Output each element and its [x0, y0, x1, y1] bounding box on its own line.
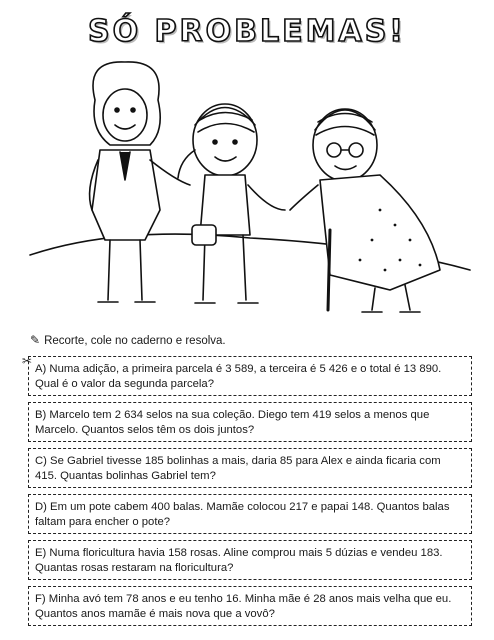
problem-e: [28, 540, 472, 580]
girl-figure: [178, 104, 285, 303]
problem-b: [28, 402, 472, 442]
problem-text: D) Em um pote cabem 400 balas. Mamãe colocou 217 e papai 148. Quantos balas faltam para encher o pote?: [35, 501, 450, 528]
problem-text: B) Marcelo tem 2 634 selos na sua coleção. Diego tem 419 selos a menos que Marcelo. Quantos selos têm os dois juntos?: [35, 409, 430, 436]
pencil-icon: ✎: [30, 333, 41, 347]
scissors-icon: ✂: [22, 354, 33, 368]
problem-d: [28, 494, 472, 534]
mother-figure: [90, 62, 190, 302]
grandmother-figure: [290, 109, 440, 312]
problem-a: [28, 356, 472, 396]
problem-text: F) Minha avó tem 78 anos e eu tenho 16. Minha mãe é 28 anos mais velha que eu. Quantos anos mamãe é mais nova que a vovô?: [35, 593, 452, 620]
problem-f: [28, 586, 472, 626]
problem-c: [28, 448, 472, 488]
instruction: [30, 333, 226, 347]
page-title: [0, 14, 494, 49]
problem-text: E) Numa floricultura havia 158 rosas. Aline comprou mais 5 dúzias e vendeu 183. Quantas rosas restaram na floricultura?: [35, 547, 443, 574]
family-illustration: [0, 60, 494, 330]
problem-text: A) Numa adição, a primeira parcela é 3 589, a terceira é 5 426 e o total é 13 890. Qual é o valor da segunda parcela?: [35, 363, 442, 390]
problems-list: [28, 356, 472, 632]
problem-text: C) Se Gabriel tivesse 185 bolinhas a mais, daria 85 para Alex e ainda ficaria com 415. Quantas bolinhas Gabriel tem?: [35, 455, 441, 482]
title-text: SÓ PROBLEMAS!: [88, 14, 406, 49]
instruction-text: Recorte, cole no caderno e resolva.: [44, 335, 226, 347]
